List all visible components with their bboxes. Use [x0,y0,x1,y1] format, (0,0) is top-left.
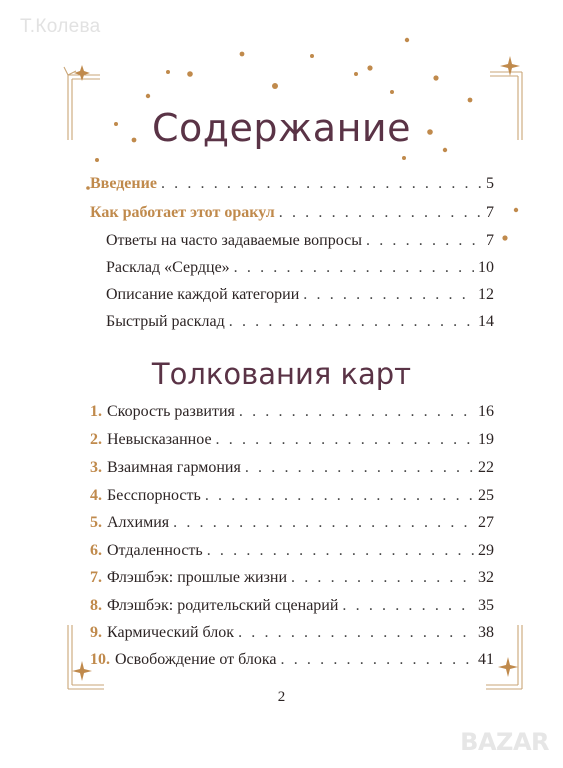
toc-entry-number: 4. [90,487,102,504]
toc-entry-number: 9. [90,624,102,641]
page-number: 2 [277,689,286,705]
leader-dots [245,458,474,478]
toc-entry-page: 16 [478,403,494,420]
toc-entry-page: 35 [478,597,494,614]
toc-entry-label: Кармический блок [107,624,235,641]
toc-entry[interactable] [90,541,494,561]
section-title: Толкования карт [151,357,412,391]
toc-entry-page: 14 [478,313,494,330]
leader-dots [366,231,482,251]
toc-entry-page: 22 [478,459,494,476]
toc-entry-label: Бесспорность [107,487,201,504]
leader-dots [205,486,474,506]
leader-dots [207,541,474,561]
toc-entry-number: 8. [90,597,102,614]
leader-dots [279,203,482,223]
leader-dots [342,596,474,616]
toc-entry[interactable] [90,402,494,422]
toc-entry[interactable] [90,430,494,450]
toc-entry-page: 5 [486,175,494,192]
leader-dots [281,650,474,670]
toc-entry-label: Алхимия [107,514,170,531]
toc-entry[interactable] [90,513,494,533]
toc-entry-page: 25 [478,487,494,504]
toc-entry[interactable] [90,596,494,616]
toc-entry[interactable] [90,458,494,478]
toc-entry-label: Отдаленность [107,542,203,559]
toc-entry-label: Взаимная гармония [107,459,241,476]
toc-entry[interactable] [90,623,494,643]
leader-dots [291,568,474,588]
toc-entry-number: 7. [90,569,102,586]
leader-dots [234,258,474,278]
toc-entry[interactable] [106,312,494,332]
leader-dots [216,430,474,450]
leader-dots [161,174,482,194]
toc-entry-label: Флэшбэк: родительский сценарий [107,597,339,614]
toc-entry-label: Расклад «Сердце» [106,259,230,276]
toc-entry[interactable] [90,174,494,194]
toc-entry-label: Описание каждой категории [106,286,300,303]
toc-entry-number: 3. [90,459,102,476]
toc-entry-page: 38 [478,624,494,641]
toc-entry[interactable] [90,203,494,223]
toc-entry-page: 29 [478,542,494,559]
toc-entry-number: 5. [90,514,102,531]
leader-dots [239,402,474,422]
toc-entry[interactable] [90,486,494,506]
watermark-bottom: BAZAR [460,728,549,756]
toc-entry-label: Скорость развития [107,403,235,420]
leader-dots [173,513,474,533]
toc-entry[interactable] [106,231,494,251]
toc-entry-number: 2. [90,431,102,448]
watermark-top: Т.Колева [20,16,101,37]
toc-entry-page: 19 [478,431,494,448]
toc-entry-page: 41 [478,651,494,668]
toc-entry-label: Введение [90,175,157,192]
toc-entry[interactable] [90,650,494,670]
toc-entry-page: 7 [486,204,494,221]
toc-entry-label: Невысказанное [107,431,212,448]
toc-entry-page: 7 [486,232,494,249]
leader-dots [229,312,474,332]
page-title: Содержание [152,106,411,150]
toc-entry[interactable] [90,568,494,588]
toc-entry-label: Как работает этот оракул [90,204,275,221]
toc-entry-label: Флэшбэк: прошлые жизни [107,569,288,586]
toc-entry-label: Освобождение от блока [115,651,277,668]
toc-entry-page: 32 [478,569,494,586]
toc-entry-page: 27 [478,514,494,531]
toc-entry-label: Ответы на часто задаваемые вопросы [106,232,362,249]
leader-dots [303,285,474,305]
toc-entry-number: 6. [90,542,102,559]
toc-entry[interactable] [106,285,494,305]
toc-entry-page: 12 [478,286,494,303]
toc-entry[interactable] [106,258,494,278]
leader-dots [238,623,474,643]
toc-entry-number: 1. [90,403,102,420]
toc-entry-label: Быстрый расклад [106,313,225,330]
toc-entry-number: 10. [90,651,110,668]
toc-entry-page: 10 [478,259,494,276]
